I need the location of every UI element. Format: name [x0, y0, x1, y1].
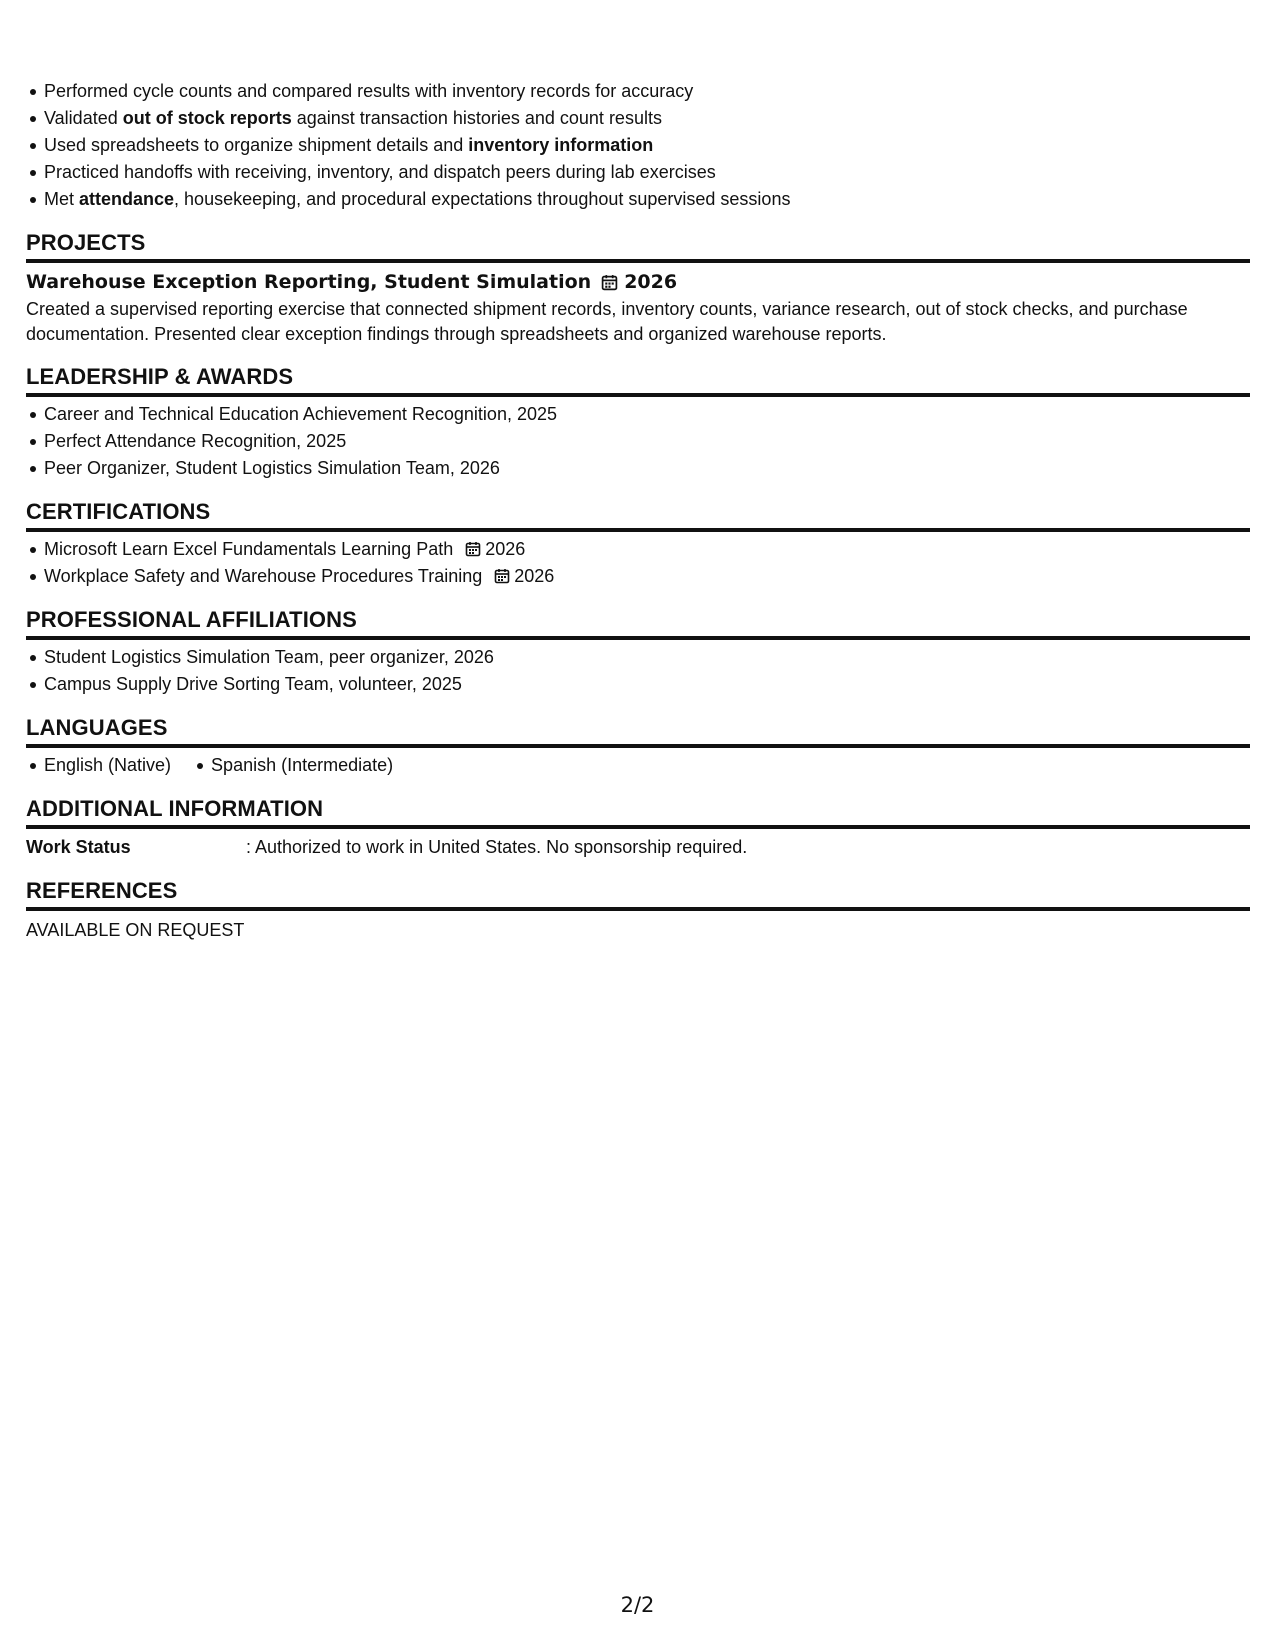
languages-heading: LANGUAGES — [26, 698, 1250, 748]
calendar-icon — [601, 274, 618, 291]
leadership-item: Perfect Attendance Recognition, 2025 — [44, 428, 1250, 455]
languages-list — [26, 752, 1250, 779]
certification-name: Workplace Safety and Warehouse Procedures Training — [44, 566, 483, 586]
language-item: Spanish (Intermediate) — [211, 752, 393, 779]
experience-bullet — [44, 105, 1250, 132]
leadership-list — [26, 401, 1250, 482]
certification-name: Microsoft Learn Excel Fundamentals Learning Path — [44, 539, 454, 559]
bullet-keyword: inventory information — [468, 135, 654, 155]
bullet-text: against transaction histories and count results — [291, 108, 662, 128]
leadership-heading: LEADERSHIP & AWARDS — [26, 347, 1250, 397]
bullet-text: Performed cycle counts and compared results with inventory records for accuracy — [44, 81, 694, 101]
certifications-heading: CERTIFICATIONS — [26, 482, 1250, 532]
language-item: English (Native) — [44, 752, 171, 779]
projects-heading: PROJECTS — [26, 213, 1250, 263]
experience-bullet — [44, 186, 1250, 213]
references-text: AVAILABLE ON REQUEST — [26, 920, 245, 940]
experience-bullet-list — [26, 78, 1250, 213]
certification-date: 2026 — [514, 566, 555, 586]
project-header — [26, 267, 1250, 297]
bullet-keyword: attendance — [79, 189, 175, 209]
resume-page — [26, 78, 1250, 945]
bullet-text: Practiced handoffs with receiving, inventory, and dispatch peers during lab exercises — [44, 162, 716, 182]
affiliation-item: Student Logistics Simulation Team, peer organizer, 2026 — [44, 644, 1250, 671]
page-number: 2/2 — [620, 1593, 655, 1617]
experience-bullet — [44, 78, 1250, 105]
calendar-icon — [494, 568, 510, 584]
affiliations-list — [26, 644, 1250, 698]
certification-date: 2026 — [485, 539, 526, 559]
project-name: Warehouse Exception Reporting, Student Simulation — [26, 271, 592, 293]
project-description: Created a supervised reporting exercise that connected shipment records, inventory counts, variance research, out of stock checks, and purchase documentation. Presented clear exception findings through spreadsheets and organized warehouse reports. — [26, 299, 1188, 344]
references-heading: REFERENCES — [26, 861, 1250, 911]
bullet-text: Validated — [44, 108, 123, 128]
leadership-item: Peer Organizer, Student Logistics Simulation Team, 2026 — [44, 455, 1250, 482]
bullet-text: , housekeeping, and procedural expectations throughout supervised sessions — [174, 189, 791, 209]
leadership-item: Career and Technical Education Achievement Recognition, 2025 — [44, 401, 1250, 428]
certification-item — [44, 536, 1250, 563]
calendar-icon — [465, 541, 481, 557]
certification-item — [44, 563, 1250, 590]
bullet-text: Used spreadsheets to organize shipment details and — [44, 135, 469, 155]
work-status-row — [26, 833, 1250, 861]
bullet-keyword: out of stock reports — [122, 108, 292, 128]
project-date: 2026 — [624, 271, 678, 293]
affiliations-heading: PROFESSIONAL AFFILIATIONS — [26, 590, 1250, 640]
work-status-value: : Authorized to work in United States. No sponsorship required. — [246, 837, 748, 857]
bullet-text: Met — [44, 189, 80, 209]
work-status-label: Work Status — [26, 837, 131, 857]
affiliation-item: Campus Supply Drive Sorting Team, volunteer, 2025 — [44, 671, 1250, 698]
experience-bullet — [44, 132, 1250, 159]
certifications-list — [26, 536, 1250, 590]
additional-info-heading: ADDITIONAL INFORMATION — [26, 779, 1250, 829]
experience-bullet — [44, 159, 1250, 186]
